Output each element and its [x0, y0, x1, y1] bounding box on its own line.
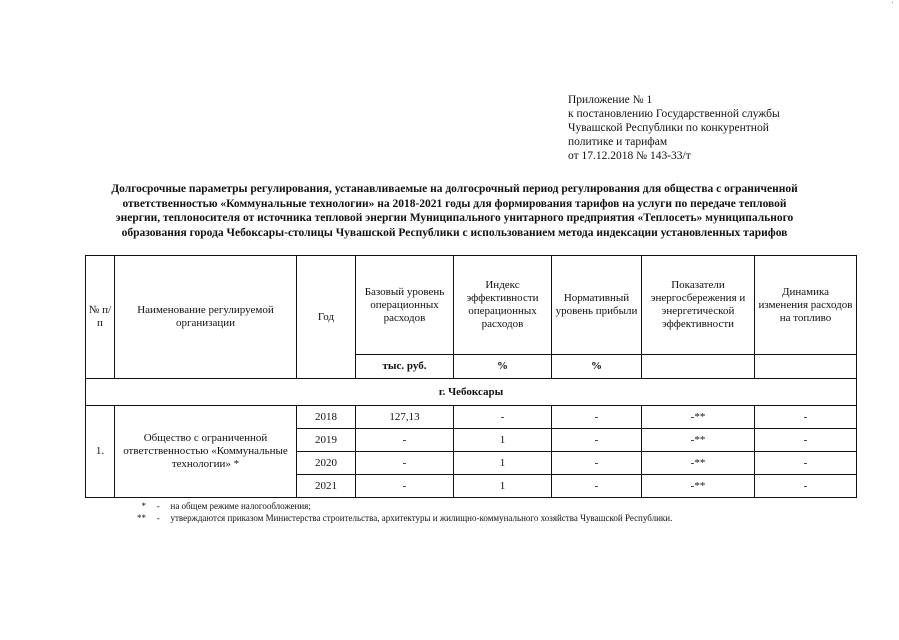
unit-fuel — [755, 355, 857, 379]
header-year: Год — [297, 256, 356, 379]
unit-index: % — [454, 355, 552, 379]
header-num: № п/п — [86, 256, 115, 379]
cell-index: 1 — [454, 452, 552, 475]
header-profit: Нормативный уровень прибыли — [552, 256, 642, 355]
footnote-dash: - — [156, 513, 160, 523]
cell-fuel: - — [755, 429, 857, 452]
organization-name: Общество с ограниченной ответственностью «Коммунальные технологии» * — [115, 406, 297, 498]
title-line: энергии, теплоносителя от источника тепловой энергии Муниципального унитарного предприятия «Теплосеть» муниципального — [115, 212, 794, 224]
city-row — [86, 379, 857, 406]
footnote — [130, 500, 672, 512]
cell-base: - — [356, 475, 454, 498]
cell-profit: - — [552, 406, 642, 429]
cell-index: 1 — [454, 475, 552, 498]
footnote-mark: * — [141, 501, 146, 511]
cell-fuel: - — [755, 475, 857, 498]
row-number: 1. — [86, 406, 115, 498]
header-row — [86, 256, 857, 355]
parameters-table — [85, 255, 857, 498]
cell-base: - — [356, 452, 454, 475]
cell-fuel: - — [755, 406, 857, 429]
document-title — [92, 182, 817, 240]
annex-line: от 17.12.2018 № 143-33/т — [568, 150, 691, 162]
city-label: г. Чебоксары — [86, 379, 857, 406]
cell-index: - — [454, 406, 552, 429]
cell-index: 1 — [454, 429, 552, 452]
footnote-text: утверждаются приказом Министерства строительства, архитектуры и жилищно-коммунального хозяйства Чувашской Республики. — [170, 513, 673, 523]
corner-mark: ' — [891, 0, 893, 9]
annex-line: политике и тарифам — [568, 136, 668, 148]
header-base: Базовый уровень операционных расходов — [356, 256, 454, 355]
cell-year: 2019 — [297, 429, 356, 452]
annex-block — [568, 93, 828, 163]
unit-profit: % — [552, 355, 642, 379]
table-row — [86, 406, 857, 429]
title-line: ответственностью «Коммунальные технологии» на 2018-2021 годы для формирования тарифов на услуги по передаче тепловой — [122, 197, 787, 210]
annex-line: Чувашской Республики по конкурентной — [568, 122, 769, 134]
unit-energy — [642, 355, 755, 379]
cell-profit: - — [552, 429, 642, 452]
header-fuel: Динамика изменения расходов на топливо — [755, 256, 857, 355]
annex-line: к постановлению Государственной службы — [568, 108, 780, 120]
cell-energy: -** — [642, 475, 755, 498]
footnote-dash: - — [156, 501, 160, 511]
cell-year: 2018 — [297, 406, 356, 429]
header-org: Наименование регулируемой организации — [115, 256, 297, 379]
cell-fuel: - — [755, 452, 857, 475]
title-line: образования города Чебоксары-столицы Чувашской Республики с использованием метода индексации установленных тарифов — [121, 226, 788, 239]
header-index: Индекс эффективности операционных расходов — [454, 256, 552, 355]
cell-energy: -** — [642, 452, 755, 475]
footnotes — [130, 500, 672, 524]
cell-profit: - — [552, 452, 642, 475]
unit-base: тыс. руб. — [356, 355, 454, 379]
footnote-mark: ** — [137, 513, 146, 523]
cell-energy: -** — [642, 429, 755, 452]
cell-year: 2021 — [297, 475, 356, 498]
cell-profit: - — [552, 475, 642, 498]
annex-line: Приложение № 1 — [568, 94, 653, 106]
cell-energy: -** — [642, 406, 755, 429]
footnote-text: на общем режиме налогообложения; — [170, 501, 311, 511]
header-energy: Показатели энергосбережения и энергетической эффективности — [642, 256, 755, 355]
cell-year: 2020 — [297, 452, 356, 475]
cell-base: 127,13 — [356, 406, 454, 429]
footnote — [130, 512, 672, 524]
cell-base: - — [356, 429, 454, 452]
title-line: Долгосрочные параметры регулирования, устанавливаемые на долгосрочный период регулирования для общества с ограниченной — [111, 183, 798, 195]
